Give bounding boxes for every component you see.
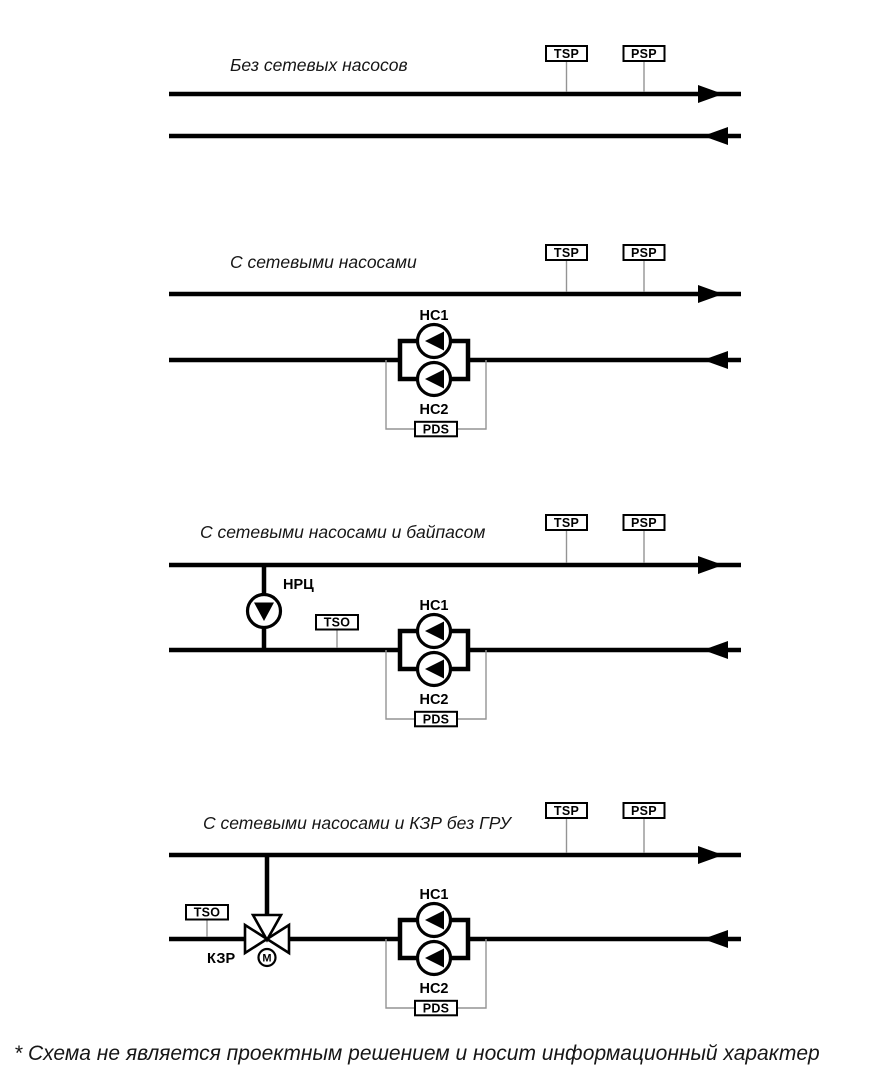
pds-sensor-label: PDS — [422, 422, 450, 437]
tso-sensor-label: TSO — [323, 615, 351, 630]
flow-arrow-right-icon — [698, 846, 723, 864]
section-with-pumps-and-kzr — [169, 803, 741, 1015]
flow-arrow-left-icon — [703, 930, 728, 948]
psp-sensor-label: PSP — [631, 46, 657, 61]
section-with-pumps — [169, 245, 741, 436]
network-pump-group — [386, 887, 486, 1015]
pump-ns2-label: НС2 — [419, 402, 449, 418]
tsp-sensor-label: TSP — [553, 803, 580, 818]
pump-ns2-label: НС2 — [419, 981, 449, 997]
disclaimer-footnote: * Схема не является проектным решением и носит информационный характер — [14, 1042, 820, 1065]
psp-sensor-label: PSP — [631, 515, 657, 530]
psp-sensor-label: PSP — [631, 803, 657, 818]
section-title: С сетевыми насосами и КЗР без ГРУ — [203, 813, 511, 833]
network-pump-group — [386, 598, 486, 726]
flow-arrow-left-icon — [703, 127, 728, 145]
flow-arrow-right-icon — [698, 556, 723, 574]
network-pump-group — [386, 308, 486, 436]
flow-arrow-right-icon — [698, 285, 723, 303]
tsp-sensor-label: TSP — [553, 515, 580, 530]
tsp-sensor-label: TSP — [553, 245, 580, 260]
flow-arrow-right-icon — [698, 85, 723, 103]
pump-ns1-label: НС1 — [419, 887, 449, 903]
flow-arrow-left-icon — [703, 351, 728, 369]
kzr-valve-label: КЗР — [207, 951, 236, 967]
motor-label: M — [262, 952, 272, 965]
psp-sensor-label: PSP — [631, 245, 657, 260]
bypass-branch — [248, 565, 315, 650]
flow-arrow-left-icon — [703, 641, 728, 659]
pump-ns1-label: НС1 — [419, 598, 449, 614]
bypass-pump-label: НРЦ — [283, 577, 314, 593]
pump-ns2-label: НС2 — [419, 692, 449, 708]
section-with-pumps-and-bypass — [169, 515, 741, 726]
tsp-sensor-label: TSP — [553, 46, 580, 61]
pump-ns1-label: НС1 — [419, 308, 449, 324]
section-title: С сетевыми насосами и байпасом — [200, 522, 486, 542]
pds-sensor-label: PDS — [422, 1001, 450, 1016]
pds-sensor-label: PDS — [422, 712, 450, 727]
section-title: Без сетевых насосов — [230, 55, 408, 75]
section-title: С сетевыми насосами — [230, 252, 417, 272]
tso-sensor-label: TSO — [193, 905, 221, 920]
section-without-pumps — [169, 46, 741, 145]
